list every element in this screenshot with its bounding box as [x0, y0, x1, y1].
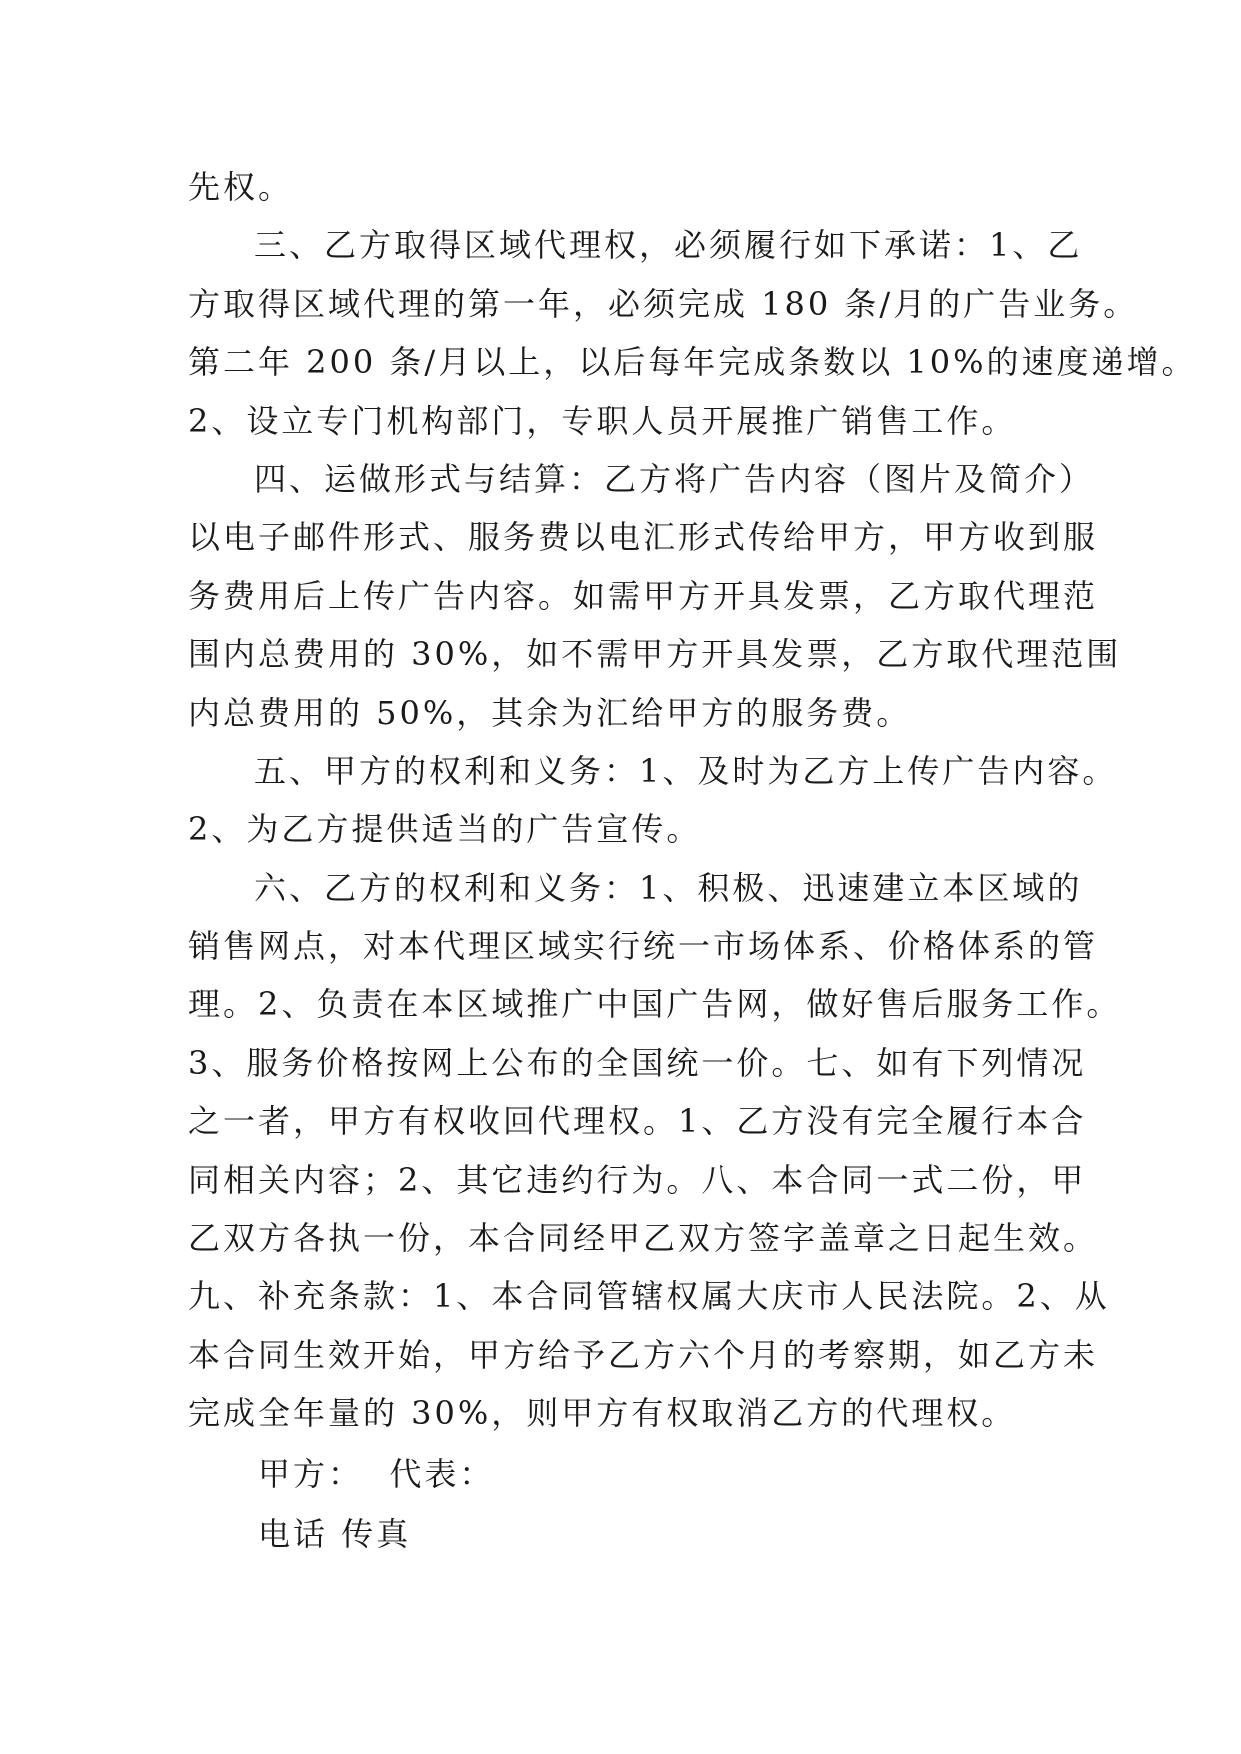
text-line: 以电子邮件形式、服务费以电汇形式传给甲方，甲方收到服 [188, 518, 1099, 557]
text-line: 之一者，甲方有权收回代理权。1、乙方没有完全履行本合 [188, 1102, 1087, 1141]
text-line: 内总费用的 50%，其余为汇给甲方的服务费。 [188, 693, 912, 732]
text-line: 乙双方各执一份，本合同经甲乙双方签字盖章之日起生效。 [188, 1219, 1099, 1258]
text-line: 完成全年量的 30%，则甲方有权取消乙方的代理权。 [188, 1394, 1017, 1433]
signature-contact-line [188, 1505, 1068, 1563]
fax-label: 传真 [341, 1514, 412, 1553]
representative-label: 代表： [389, 1454, 495, 1493]
text-line: 第二年 200 条/月以上，以后每年完成条数以 10%的速度递增。 [188, 343, 1197, 382]
text-line: 六、乙方的权利和义务：1、积极、迅速建立本区域的 [254, 868, 1083, 907]
text-line: 四、运做形式与结算：乙方将广告内容（图片及简介） [254, 459, 1095, 498]
phone-label: 电话 [258, 1514, 329, 1553]
party-a-label: 甲方： [258, 1454, 364, 1493]
signature-party-a-line [188, 1445, 1068, 1503]
text-line: 九、补充条款：1、本合同管辖权属大庆市人民法院。2、从 [188, 1277, 1110, 1316]
text-line: 围内总费用的 30%，如不需甲方开具发票，乙方取代理范围 [188, 635, 1122, 674]
text-line: 五、甲方的权利和义务：1、及时为乙方上传广告内容。 [254, 751, 1118, 790]
text-line: 销售网点，对本代理区域实行统一市场体系、价格体系的管 [188, 927, 1099, 966]
text-line: 理。2、负责在本区域推广中国广告网，做好售后服务工作。 [188, 985, 1122, 1024]
text-line: 同相关内容；2、其它违约行为。八、本合同一式二份，甲 [188, 1160, 1087, 1199]
text-line: 务费用后上传广告内容。如需甲方开具发票，乙方取代理范 [188, 576, 1099, 615]
text-line: 3、服务价格按网上公布的全国统一价。七、如有下列情况 [188, 1043, 1087, 1082]
contract-body [188, 158, 1197, 1563]
text-line: 2、设立专门机构部门，专职人员开展推广销售工作。 [188, 401, 1017, 440]
text-line: 方取得区域代理的第一年，必须完成 180 条/月的广告业务。 [188, 284, 1139, 323]
text-line: 三、乙方取得区域代理权，必须履行如下承诺：1、乙 [254, 226, 1083, 265]
text-line: 2、为乙方提供适当的广告宣传。 [188, 810, 702, 849]
text-line: 先权。 [188, 168, 294, 206]
text-line: 本合同生效开始，甲方给予乙方六个月的考察期，如乙方未 [188, 1335, 1099, 1374]
